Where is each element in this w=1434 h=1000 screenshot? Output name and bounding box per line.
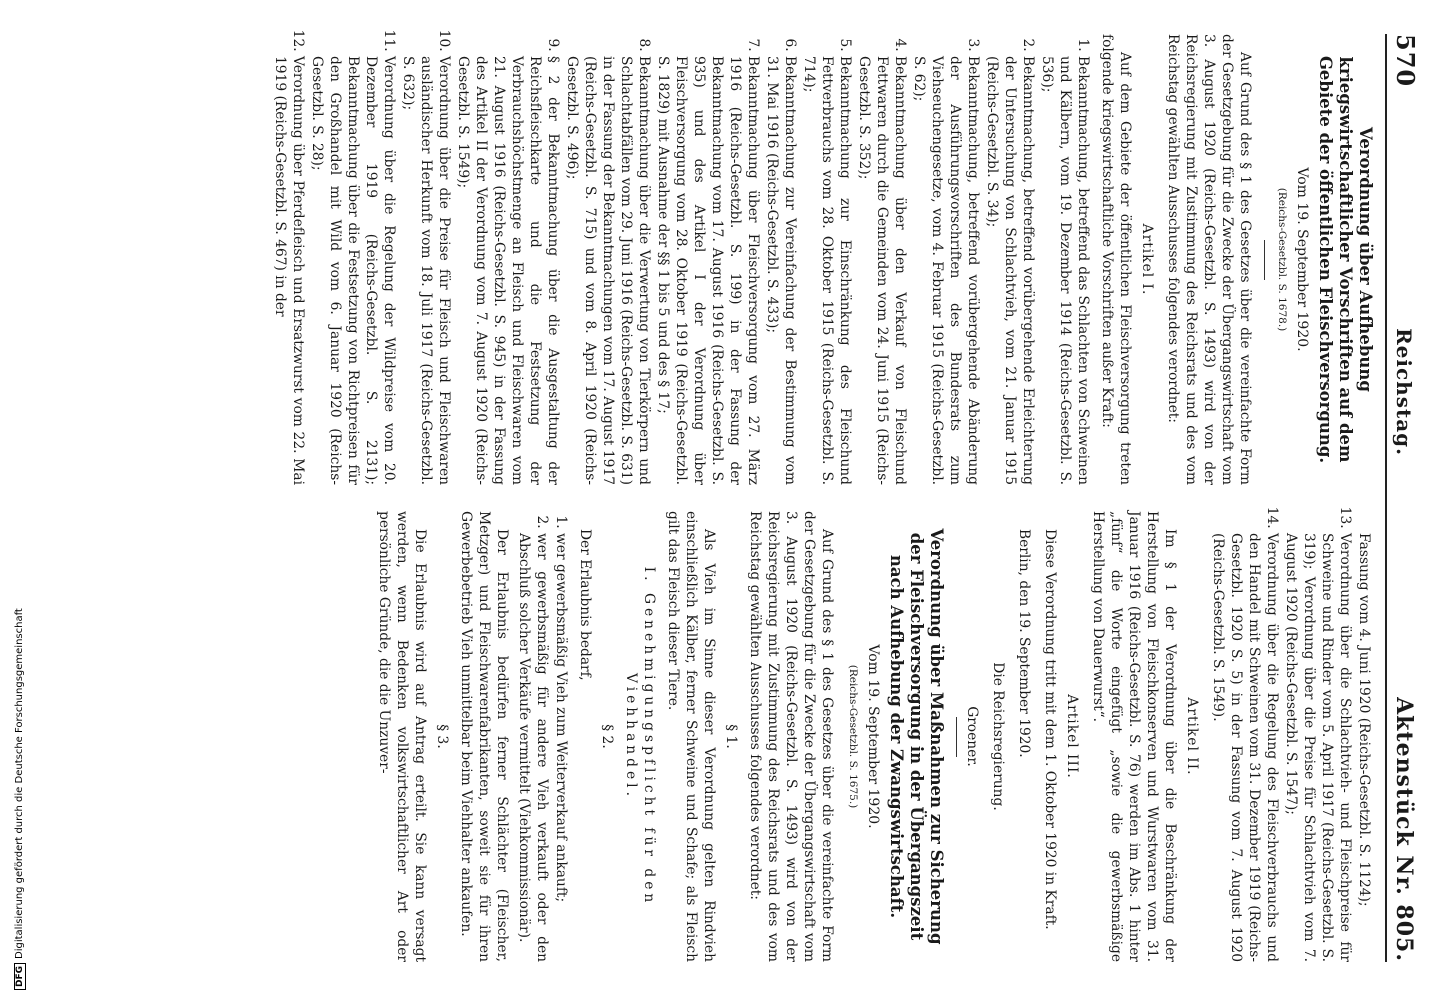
list-item: 11. Verordnung über die Regelung der Wildpreise vom 20. Dezember 1919 (Reichs-Gesetzbl. S. 2131); Bekanntmachung über die Festsetzung von Richtpreisen für den Großhandel mit Wild vom 6. Januar 1920 (Reichs-Gesetzbl. S. 28); bbox=[308, 56, 398, 485]
left-column bbox=[265, 34, 1377, 485]
list-item: 6. Bekanntmachung zur Vereinfachung der Bestimmung vom 31. Mai 1916 (Reichs-Gesetzbl. S. 433); bbox=[763, 56, 799, 485]
signer-name: Groener. bbox=[964, 706, 980, 767]
section-heading: § 2. bbox=[599, 724, 615, 749]
article-text: Im § 1 der Verordnung über die Beschränkung der Herstellung von Fleischkonserven und Wurstwaren vom 31. Januar 1916 (Reichs-Gesetzbl. S. 76) werden im Abs. 1 hinter „fünf“ die Worte eingefügt „sowie die gewerbsmäßige Herstellung von Dauerwurst“. bbox=[1090, 511, 1178, 962]
ordinance-title-2: Verordnung über Maßnahmen zur Sicherung der Fleischversorgung in der Übergangszeit nach Aufhebung der Zwangswirtschaft. bbox=[887, 528, 946, 945]
section-text: Der Erlaubnis bedürfen ferner Schlächter (Fleischer, Metzger) und Fleischwarenfabrikanten, soweit sie für ihren Gewerbebetrieb Vieh unmittelbar beim Viehhalter ankaufen. bbox=[458, 511, 510, 962]
digitization-note-text bbox=[14, 10, 26, 1000]
repealed-list-continued bbox=[1209, 511, 1373, 962]
signer-organization: Die Reichsregierung. bbox=[990, 662, 1006, 811]
article-heading: Artikel III. bbox=[1064, 694, 1080, 779]
article-text: Diese Verordnung tritt mit dem 1. Oktober 1920 in Kraft. bbox=[1042, 529, 1058, 930]
list-item: 10. Verordnung über die Preise für Fleisch und Fleischwaren ausländischer Herkunft vom 18. Juli 1917 (Reichs-Gesetzbl. S. 632); bbox=[399, 56, 453, 485]
section-text: Der Erlaubnis bedarf, bbox=[577, 529, 593, 681]
section-text: Die Erlaubnis wird auf Antrag erteilt. Sie kann versagt werden, wenn Bedenken volkswirtschaftlicher Art oder persönliche Gründe, die die Unzuver- bbox=[376, 511, 428, 962]
funding-text: Digitalisierung gefördert durch die Deutsche Forschungsgemeinschaft bbox=[14, 608, 25, 959]
list-item: 2. wer gewerbsmäßig für andere Vieh verkauft oder den Abschluß solcher Verkäufe vermittelt (Viehkommissionär). bbox=[515, 533, 551, 962]
article-heading: Artikel II. bbox=[1184, 697, 1200, 776]
document-page bbox=[14, 0, 1434, 990]
text-columns bbox=[265, 34, 1377, 962]
divider bbox=[1264, 240, 1265, 280]
repealed-list bbox=[271, 34, 1092, 485]
list-item: 5. Bekanntmachung zur Einschränkung des Fleischund Fettverbrauchs vom 28. Oktober 1915 (Reichs-Gesetzbl. S. 714); bbox=[800, 56, 854, 485]
page-header bbox=[1391, 34, 1420, 962]
header-rule bbox=[1385, 34, 1387, 962]
place-date: Berlin, den 19. September 1920. bbox=[1016, 529, 1032, 758]
permit-list bbox=[515, 511, 570, 962]
ordinance-citation-1: (Reichs-Gesetzbl. S. 1678.) bbox=[1276, 187, 1288, 332]
right-column bbox=[265, 511, 1377, 962]
list-item: 2. Bekanntmachung, betreffend vorübergehende Erleichterung der Untersuchung von Schlachtvieh, vom 21. Januar 1915 (Reichs-Gesetzbl. S. 34); bbox=[983, 56, 1037, 485]
section-text: Als Vieh im Sinne dieser Verordnung gelten Rindvieh einschließlich Kälber, ferner Schweine und Schafe; als Fleisch gilt das Fleisch dieser Tiere. bbox=[665, 511, 717, 962]
digitization-note bbox=[0, 0, 25, 1000]
list-item: 3. Bekanntmachung, betreffend vorübergehende Abänderung der Ausführungsvorschriften des Bundesrats zum Viehseuchengesetze, vom 4. Februar 1915 (Reichs-Gesetzbl. S. 62); bbox=[910, 56, 982, 485]
header-document-number: Aktenstück Nr. 805. bbox=[1391, 697, 1417, 962]
list-item: 9. § 2 der Bekanntmachung über die Ausgestaltung der Reichsfleischkarte und die Festsetzung der Verbrauchshöchstmenge an Fleisch und Fleischwaren vom 21. August 1916 (Reichs-Gesetzbl. S. 945) in der Fassung des Artikel II der Verordnung vom 7. August 1920 (Reichs-Gesetzbl. S. 1549); bbox=[454, 56, 562, 485]
list-item: 12. Verordnung über Pferdefleisch und Ersatzwurst vom 22. Mai 1919 (Reichs-Gesetzbl. S. 467) in der bbox=[271, 56, 307, 485]
list-item: 8. Bekanntmachung über die Verwertung von Tierkörpern und Schlachtabfällen vom 29. Juni 1916 (Reichs-Gesetzbl. S. 631) in der Fassung der Bekanntmachungen vom 17. August 1917 (Reichs-Gesetzbl. S. 715) und vom 8. April 1920 (Reichs-Gesetzbl. S. 496); bbox=[563, 56, 653, 485]
section-heading: § 1. bbox=[723, 724, 739, 749]
divider bbox=[956, 717, 957, 757]
list-item: 4. Bekanntmachung über den Verkauf von Fleischund Fettwaren durch die Gemeinden vom 24. Juni 1915 (Reichs-Gesetzbl. S. 352); bbox=[855, 56, 909, 485]
article-heading: Artikel I. bbox=[1139, 223, 1155, 296]
ordinance-date-2: Vom 19. September 1920. bbox=[865, 644, 881, 829]
dfg-logo: DFG bbox=[14, 963, 26, 990]
article-text: Auf dem Gebiete der öffentlichen Fleischversorgung treten folgende kriegswirtschaftliche Vorschriften außer Kraft: bbox=[1099, 34, 1133, 485]
ordinance-date-1: Vom 19. September 1920. bbox=[1294, 167, 1310, 352]
preamble-1: Auf Grund des § 1 des Gesetzes über die vereinfachte Form der Gesetzgebung für die Zwecke der Übergangswirtschaft vom 3. August 1920 (Reichs-Gesetzbl. S. 1493) wird von der Reichsregierung mit Zustimmung des Reichsrats und des vom Reichstag gewählten Ausschusses folgendes verordnet: bbox=[1165, 34, 1253, 485]
ordinance-citation-2: (Reichs-Gesetzbl. S. 1675.) bbox=[847, 664, 859, 809]
section-heading: § 3. bbox=[434, 724, 450, 749]
list-item: 13. Verordnung über die Schlachtvieh- und Fleischpreise für Schweine und Rinder vom 5. April 1917 (Reichs-Gesetzbl. S. 319); Verordnung über die Preise für Schlachtvieh vom 7. August 1920 (Reichs-Gesetzbl. S. 1547); bbox=[1282, 533, 1354, 962]
list-item: 1. wer gewerbsmäßig Vieh zum Weiterverkauf ankauft; bbox=[552, 533, 570, 962]
ordinance-title-1: Verordnung über Aufhebung kriegswirtschaftlicher Vorschriften auf dem Gebiete der öffentlichen Fleischversorgung. bbox=[1316, 55, 1375, 464]
preamble-2: Auf Grund des § 1 des Gesetzes über die vereinfachte Form der Gesetzgebung für die Zwecke der Übergangswirtschaft vom 3. August 1920 (Reichs-Gesetzbl. S. 1493) wird von der Reichsregierung mit Zustimmung des Reichsrats und des vom Reichstag gewählten Ausschusses folgendes verordnet: bbox=[747, 511, 835, 962]
header-center: Reichstag. bbox=[1392, 328, 1416, 457]
list-item: Fassung vom 4. Juni 1920 (Reichs-Gesetzbl. S. 1124); bbox=[1356, 533, 1372, 907]
part-heading: I. Genehmigungspflicht für den Viehhandel. bbox=[623, 566, 657, 907]
list-item: 1. Bekanntmachung, betreffend das Schlachten von Schweinen und Kälbern, vom 19. Dezember 1914 (Reichs-Gesetzbl. S. 536); bbox=[1038, 56, 1092, 485]
list-item: 7. Bekanntmachung über Fleischversorgung vom 27. März 1916 (Reichs-Gesetzbl. S. 199) in der Fassung der Bekanntmachung vom 17. August 1916 (Reichs-Gesetzbl. S. 935) und des Artikel I der Verordnung über Fleischversorgung vom 28. Oktober 1919 (Reichs-Gesetzbl. S. 1829) mit Ausnahme der §§ 1 bis 5 und des § 17; bbox=[654, 56, 762, 485]
page-number: 570 bbox=[1391, 34, 1420, 88]
list-item: 14. Verordnung über die Regelung des Fleischverbrauchs und den Handel mit Schweinen vom 31. Dezember 1919 (Reichs-Gesetzbl. 1920 S. 5) in der Fassung vom 7. August 1920 (Reichs-Gesetzbl. S. 1549). bbox=[1209, 533, 1281, 962]
